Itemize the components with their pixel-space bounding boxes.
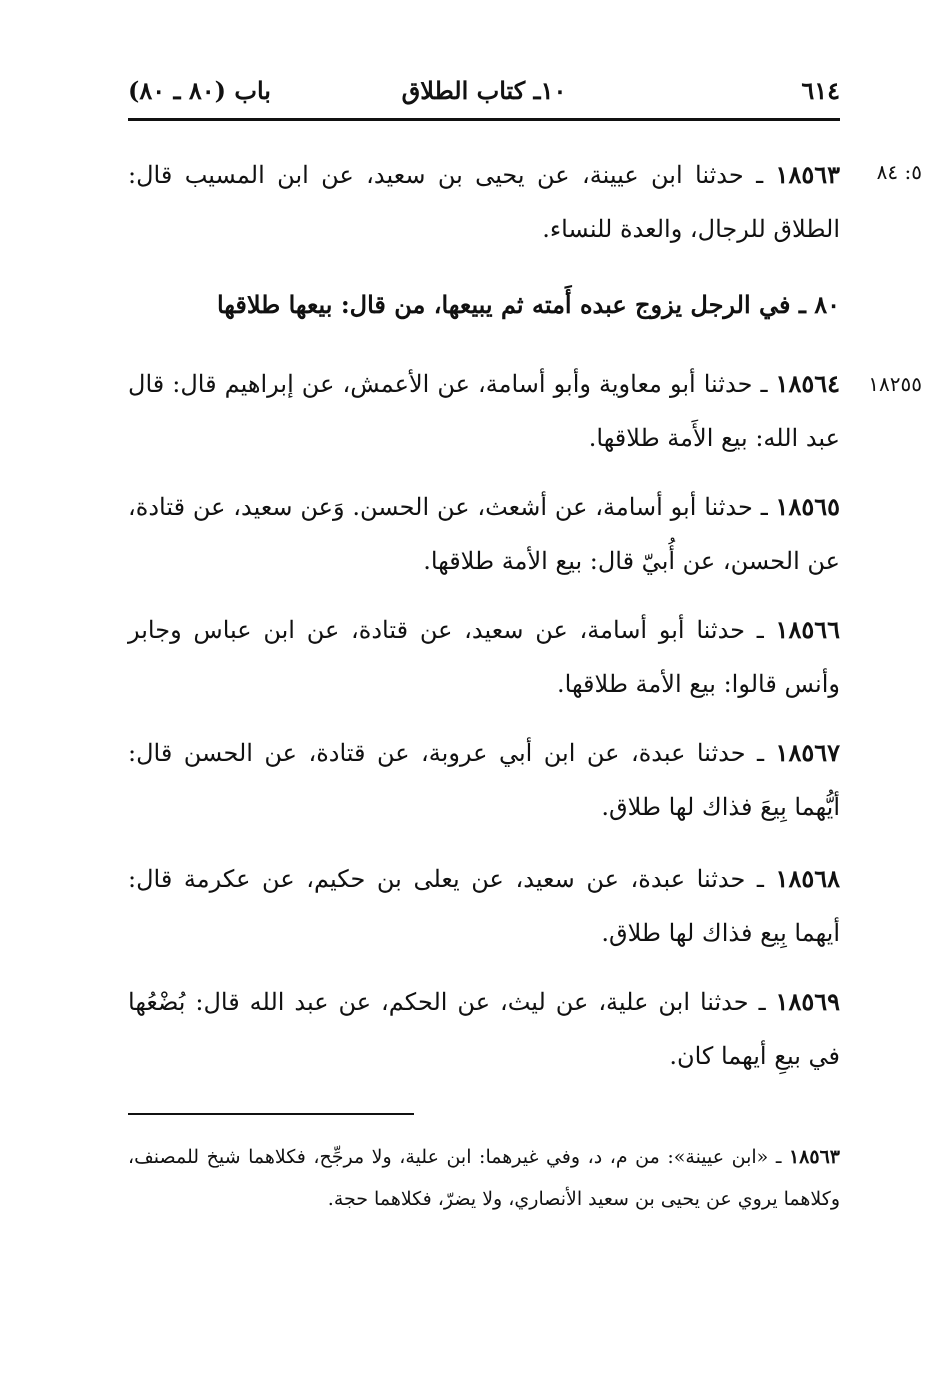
- hadith-entry: [128, 357, 840, 465]
- footnote-rule: [128, 1113, 414, 1115]
- chapter-range: باب (٨٠ ـ ٨٠): [128, 76, 271, 105]
- page-number: ٦١٤: [801, 76, 840, 105]
- hadith-number: ١٨٥٦٧: [775, 738, 840, 767]
- hadith-text: ـ حدثنا أبو أسامة، عن أشعث، عن الحسن. وَعن سعيد، عن قتادة، عن الحسن، عن أُبيّ قال: بيع الأمة طلاقها.: [128, 493, 840, 575]
- hadith-text: ـ حدثنا عبدة، عن ابن أبي عروبة، عن قتادة، عن الحسن قال: أيُّهما بِيعَ فذاك لها طلاق.: [128, 739, 840, 821]
- hadith-entry: [128, 603, 840, 711]
- hadith-entry: [128, 975, 840, 1083]
- footnote-text: ـ «ابن عيينة»: من م، د، وفي غيرهما: ابن علية، ولا مرجِّح، فكلاهما شيخ للمصنف، وكلاهما يروي عن يحيى بن سعيد الأنصاري، ولا يضرّ، فكلاهما حجة.: [128, 1146, 840, 1210]
- hadith-number: ١٨٥٦٩: [775, 987, 840, 1016]
- header-rule: [128, 118, 840, 121]
- hadith-number: ١٨٥٦٣: [775, 160, 840, 189]
- hadith-text: ـ حدثنا أبو معاوية وأبو أسامة، عن الأعمش، عن إبراهيم قال: قال عبد الله: بيع الأَمة طلاقها.: [128, 370, 840, 452]
- book-title: ١٠ـ كتاب الطلاق: [401, 76, 567, 105]
- hadith-text: ـ حدثنا ابن علية، عن ليث، عن الحكم، عن عبد الله قال: بُضْعُها في بيعِ أيهما كان.: [128, 988, 840, 1070]
- hadith-number: ١٨٥٦٤: [775, 369, 840, 398]
- hadith-entry: [128, 148, 840, 256]
- hadith-entry: [128, 480, 840, 588]
- margin-reference: ١٨٢٥٥: [868, 372, 922, 396]
- running-header: [128, 76, 840, 116]
- hadith-entry: [128, 726, 840, 834]
- hadith-entry: [128, 852, 840, 960]
- margin-reference: ٥: ٨٤: [876, 160, 922, 184]
- hadith-number: ١٨٥٦٦: [775, 615, 840, 644]
- section-title: ٨٠ ـ في الرجل يزوج عبده أَمته ثم يبيعها، من قال: بيعها طلاقها: [216, 290, 840, 319]
- hadith-number: ١٨٥٦٥: [775, 492, 840, 521]
- hadith-text: ـ حدثنا ابن عيينة، عن يحيى بن سعيد، عن ابن المسيب قال: الطلاق للرجال، والعدة للنساء.: [128, 161, 840, 243]
- hadith-text: ـ حدثنا أبو أسامة، عن سعيد، عن قتادة، عن ابن عباس وجابر وأنس قالوا: بيع الأمة طلاقها.: [128, 616, 840, 698]
- hadith-text: ـ حدثنا عبدة، عن سعيد، عن يعلى بن حكيم، عن عكرمة قال: أيهما بِيع فذاك لها طلاق.: [128, 865, 840, 947]
- hadith-number: ١٨٥٦٨: [775, 864, 840, 893]
- footnote: [128, 1136, 840, 1220]
- footnote-number: ١٨٥٦٣: [788, 1146, 840, 1168]
